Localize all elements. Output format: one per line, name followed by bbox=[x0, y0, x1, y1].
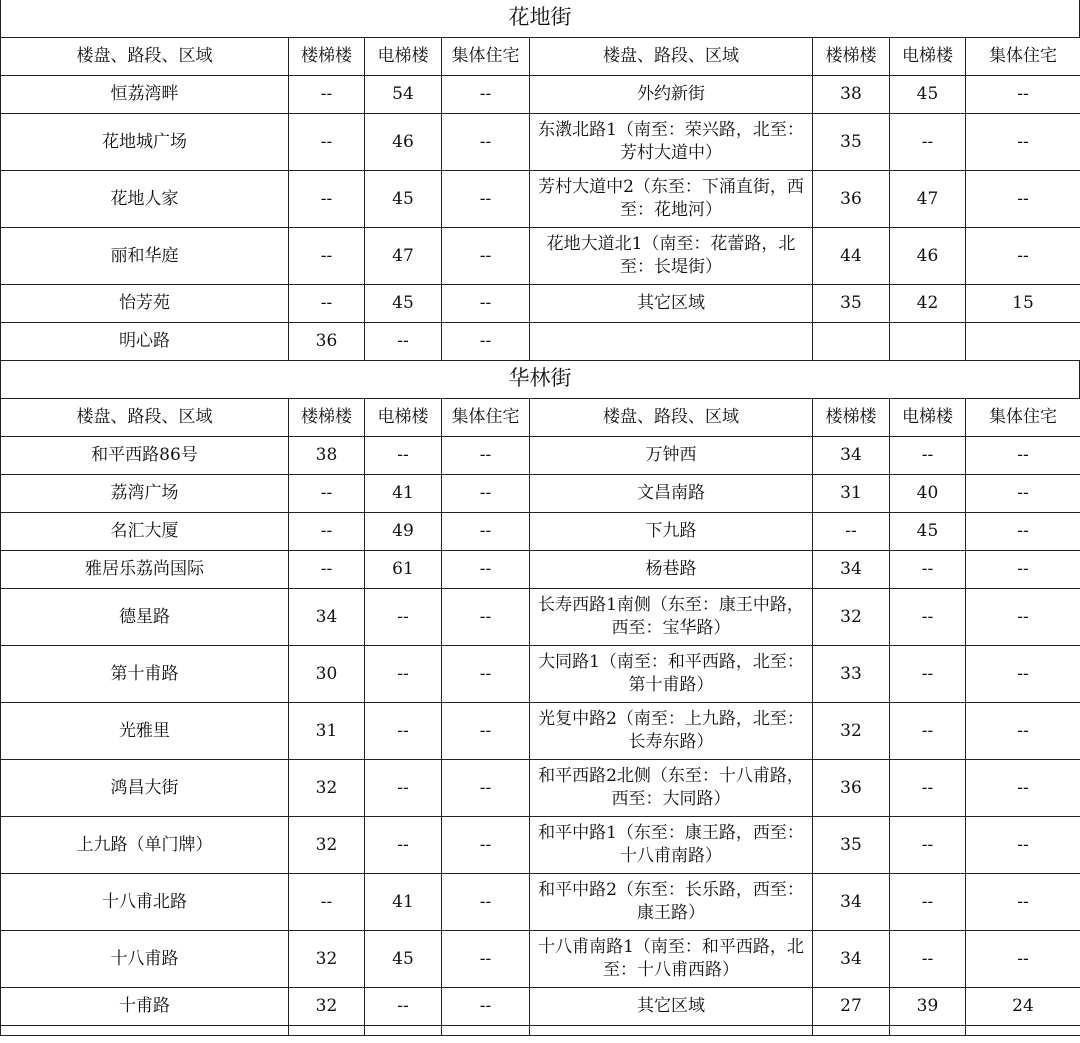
price-cell: -- bbox=[442, 475, 530, 513]
location-cell: 其它区域 bbox=[530, 285, 813, 323]
price-cell: 31 bbox=[813, 475, 890, 513]
column-header: 电梯楼 bbox=[365, 399, 442, 437]
price-cell: 47 bbox=[365, 228, 442, 285]
column-header: 楼梯楼 bbox=[289, 399, 365, 437]
column-header: 电梯楼 bbox=[890, 38, 966, 76]
location-cell: 芳村大道中2（东至：下涌直街，西至：花地河） bbox=[530, 171, 813, 228]
location-cell: 怡芳苑 bbox=[1, 285, 289, 323]
price-cell: 32 bbox=[813, 589, 890, 646]
price-cell: -- bbox=[289, 228, 365, 285]
table-header-row bbox=[1, 38, 1080, 76]
price-cell: 41 bbox=[365, 475, 442, 513]
location-cell: 名汇大厦 bbox=[1, 513, 289, 551]
price-cell: -- bbox=[966, 551, 1080, 589]
price-cell: -- bbox=[890, 703, 966, 760]
price-cell: 45 bbox=[890, 76, 966, 114]
location-cell: 明心路 bbox=[1, 323, 289, 361]
price-cell: -- bbox=[442, 228, 530, 285]
price-cell: 34 bbox=[813, 931, 890, 988]
location-cell: 大同路1（南至：和平西路，北至：第十甫路） bbox=[530, 646, 813, 703]
price-cell: -- bbox=[966, 76, 1080, 114]
empty-cell bbox=[530, 1026, 813, 1036]
price-cell: -- bbox=[289, 475, 365, 513]
price-cell: -- bbox=[289, 76, 365, 114]
empty-cell bbox=[1, 1026, 289, 1036]
price-cell: 24 bbox=[966, 988, 1080, 1026]
price-cell bbox=[890, 323, 966, 361]
price-cell: -- bbox=[442, 703, 530, 760]
location-cell: 鸿昌大街 bbox=[1, 760, 289, 817]
location-cell: 花地城广场 bbox=[1, 114, 289, 171]
price-cell: 34 bbox=[813, 437, 890, 475]
price-cell: -- bbox=[442, 988, 530, 1026]
location-cell: 德星路 bbox=[1, 589, 289, 646]
price-cell: -- bbox=[442, 437, 530, 475]
location-cell: 雅居乐荔尚国际 bbox=[1, 551, 289, 589]
price-cell: -- bbox=[365, 323, 442, 361]
table-row bbox=[1, 285, 1080, 323]
price-cell: 31 bbox=[289, 703, 365, 760]
location-cell: 文昌南路 bbox=[530, 475, 813, 513]
location-cell: 和平西路2北侧（东至：十八甫路，西至：大同路） bbox=[530, 760, 813, 817]
price-cell: -- bbox=[966, 874, 1080, 931]
price-cell: -- bbox=[890, 760, 966, 817]
empty-cell bbox=[289, 1026, 365, 1036]
price-cell: -- bbox=[966, 475, 1080, 513]
price-cell: 44 bbox=[813, 228, 890, 285]
price-cell: -- bbox=[289, 551, 365, 589]
empty-cell bbox=[442, 1026, 530, 1036]
price-cell: -- bbox=[966, 437, 1080, 475]
table-row bbox=[1, 475, 1080, 513]
location-cell: 下九路 bbox=[530, 513, 813, 551]
price-cell: -- bbox=[289, 171, 365, 228]
price-cell: -- bbox=[442, 76, 530, 114]
table-row bbox=[1, 931, 1080, 988]
location-cell: 和平西路86号 bbox=[1, 437, 289, 475]
price-cell: -- bbox=[966, 589, 1080, 646]
price-cell: 39 bbox=[890, 988, 966, 1026]
price-cell: -- bbox=[365, 760, 442, 817]
price-cell: 35 bbox=[813, 817, 890, 874]
column-header: 楼盘、路段、区域 bbox=[530, 399, 813, 437]
price-cell: -- bbox=[966, 171, 1080, 228]
price-cell: -- bbox=[442, 817, 530, 874]
price-cell: 38 bbox=[813, 76, 890, 114]
location-cell: 万钟西 bbox=[530, 437, 813, 475]
price-cell: -- bbox=[289, 114, 365, 171]
price-cell: -- bbox=[966, 513, 1080, 551]
price-cell: 34 bbox=[813, 551, 890, 589]
price-cell: -- bbox=[890, 551, 966, 589]
price-cell: -- bbox=[365, 988, 442, 1026]
price-cell: -- bbox=[442, 513, 530, 551]
price-cell: -- bbox=[289, 513, 365, 551]
price-cell: -- bbox=[813, 513, 890, 551]
price-cell: 36 bbox=[813, 171, 890, 228]
price-cell: 27 bbox=[813, 988, 890, 1026]
location-cell: 花地人家 bbox=[1, 171, 289, 228]
price-cell: 45 bbox=[365, 171, 442, 228]
location-cell: 长寿西路1南侧（东至：康王中路，西至：宝华路） bbox=[530, 589, 813, 646]
table-row bbox=[1, 817, 1080, 874]
price-cell: 33 bbox=[813, 646, 890, 703]
price-cell: 35 bbox=[813, 114, 890, 171]
location-cell: 其它区域 bbox=[530, 988, 813, 1026]
price-cell: 45 bbox=[365, 931, 442, 988]
price-cell: 34 bbox=[289, 589, 365, 646]
location-cell: 光雅里 bbox=[1, 703, 289, 760]
column-header: 集体住宅 bbox=[966, 38, 1080, 76]
table-row bbox=[1, 988, 1080, 1026]
price-cell: -- bbox=[966, 817, 1080, 874]
empty-cell bbox=[890, 1026, 966, 1036]
price-cell: -- bbox=[365, 589, 442, 646]
price-cell: 15 bbox=[966, 285, 1080, 323]
table-row bbox=[1, 171, 1080, 228]
location-cell: 东漖北路1（南至：荣兴路，北至：芳村大道中） bbox=[530, 114, 813, 171]
price-cell: 42 bbox=[890, 285, 966, 323]
location-cell: 恒荔湾畔 bbox=[1, 76, 289, 114]
column-header: 楼盘、路段、区域 bbox=[1, 399, 289, 437]
price-cell: -- bbox=[365, 646, 442, 703]
price-cell: -- bbox=[966, 931, 1080, 988]
price-cell: -- bbox=[442, 589, 530, 646]
price-cell: 36 bbox=[813, 760, 890, 817]
price-table bbox=[0, 398, 1080, 1036]
empty-cell bbox=[365, 1026, 442, 1036]
location-cell: 外约新街 bbox=[530, 76, 813, 114]
price-cell: 40 bbox=[890, 475, 966, 513]
table-row bbox=[1, 323, 1080, 361]
price-cell: 30 bbox=[289, 646, 365, 703]
price-cell: -- bbox=[442, 285, 530, 323]
price-cell: -- bbox=[442, 323, 530, 361]
location-cell bbox=[530, 323, 813, 361]
price-cell: -- bbox=[890, 817, 966, 874]
table-row bbox=[1, 646, 1080, 703]
price-cell: 34 bbox=[813, 874, 890, 931]
column-header: 电梯楼 bbox=[890, 399, 966, 437]
price-cell: -- bbox=[966, 703, 1080, 760]
price-cell: 47 bbox=[890, 171, 966, 228]
price-cell: 32 bbox=[289, 931, 365, 988]
table-row-cutoff bbox=[1, 1026, 1080, 1036]
column-header: 楼盘、路段、区域 bbox=[530, 38, 813, 76]
location-cell: 第十甫路 bbox=[1, 646, 289, 703]
price-cell: -- bbox=[890, 931, 966, 988]
price-cell: -- bbox=[289, 874, 365, 931]
price-cell: -- bbox=[442, 760, 530, 817]
location-cell: 花地大道北1（南至：花蕾路，北至：长堤街） bbox=[530, 228, 813, 285]
column-header: 集体住宅 bbox=[442, 399, 530, 437]
table-row bbox=[1, 703, 1080, 760]
price-cell: 54 bbox=[365, 76, 442, 114]
location-cell: 十八甫北路 bbox=[1, 874, 289, 931]
location-cell: 上九路（单门牌） bbox=[1, 817, 289, 874]
table-row bbox=[1, 874, 1080, 931]
price-cell: -- bbox=[442, 551, 530, 589]
price-cell: 32 bbox=[289, 988, 365, 1026]
table-row bbox=[1, 76, 1080, 114]
price-cell: 49 bbox=[365, 513, 442, 551]
price-cell: 32 bbox=[289, 760, 365, 817]
price-cell: 46 bbox=[365, 114, 442, 171]
table-row bbox=[1, 114, 1080, 171]
price-cell: -- bbox=[365, 703, 442, 760]
price-cell: 45 bbox=[890, 513, 966, 551]
price-cell: 35 bbox=[813, 285, 890, 323]
section-title: 华林街 bbox=[0, 361, 1080, 398]
column-header: 楼盘、路段、区域 bbox=[1, 38, 289, 76]
table-row bbox=[1, 513, 1080, 551]
column-header: 电梯楼 bbox=[365, 38, 442, 76]
location-cell: 十甫路 bbox=[1, 988, 289, 1026]
price-cell: -- bbox=[442, 874, 530, 931]
location-cell: 和平中路2（东至：长乐路，西至：康王路） bbox=[530, 874, 813, 931]
price-table bbox=[0, 37, 1080, 361]
price-cell: -- bbox=[365, 437, 442, 475]
column-header: 楼梯楼 bbox=[813, 399, 890, 437]
price-cell: -- bbox=[442, 171, 530, 228]
price-cell: -- bbox=[890, 874, 966, 931]
column-header: 楼梯楼 bbox=[813, 38, 890, 76]
price-cell: 46 bbox=[890, 228, 966, 285]
location-cell: 杨巷路 bbox=[530, 551, 813, 589]
price-cell: 36 bbox=[289, 323, 365, 361]
price-cell: 61 bbox=[365, 551, 442, 589]
price-cell: -- bbox=[966, 760, 1080, 817]
price-cell: -- bbox=[890, 437, 966, 475]
price-cell: -- bbox=[890, 646, 966, 703]
column-header: 集体住宅 bbox=[966, 399, 1080, 437]
table-header-row bbox=[1, 399, 1080, 437]
location-cell: 十八甫路 bbox=[1, 931, 289, 988]
price-cell: -- bbox=[365, 817, 442, 874]
table-row bbox=[1, 437, 1080, 475]
column-header: 楼梯楼 bbox=[289, 38, 365, 76]
price-cell bbox=[966, 323, 1080, 361]
empty-cell bbox=[813, 1026, 890, 1036]
location-cell: 和平中路1（东至：康王路，西至：十八甫南路） bbox=[530, 817, 813, 874]
price-cell: -- bbox=[890, 589, 966, 646]
table-row bbox=[1, 551, 1080, 589]
price-cell: -- bbox=[966, 114, 1080, 171]
price-cell: -- bbox=[442, 114, 530, 171]
price-cell: 32 bbox=[813, 703, 890, 760]
price-cell: 45 bbox=[365, 285, 442, 323]
section-title: 花地街 bbox=[0, 0, 1080, 37]
table-row bbox=[1, 228, 1080, 285]
price-cell: -- bbox=[289, 285, 365, 323]
price-cell: 32 bbox=[289, 817, 365, 874]
price-cell: 41 bbox=[365, 874, 442, 931]
price-cell: -- bbox=[890, 114, 966, 171]
price-cell: -- bbox=[442, 646, 530, 703]
price-cell: -- bbox=[442, 931, 530, 988]
column-header: 集体住宅 bbox=[442, 38, 530, 76]
location-cell: 十八甫南路1（南至：和平西路，北至：十八甫西路） bbox=[530, 931, 813, 988]
price-cell: -- bbox=[966, 228, 1080, 285]
table-row bbox=[1, 760, 1080, 817]
price-cell: -- bbox=[966, 646, 1080, 703]
location-cell: 荔湾广场 bbox=[1, 475, 289, 513]
location-cell: 光复中路2（南至：上九路，北至：长寿东路） bbox=[530, 703, 813, 760]
table-row bbox=[1, 589, 1080, 646]
price-cell: 38 bbox=[289, 437, 365, 475]
empty-cell bbox=[966, 1026, 1080, 1036]
price-cell bbox=[813, 323, 890, 361]
location-cell: 丽和华庭 bbox=[1, 228, 289, 285]
